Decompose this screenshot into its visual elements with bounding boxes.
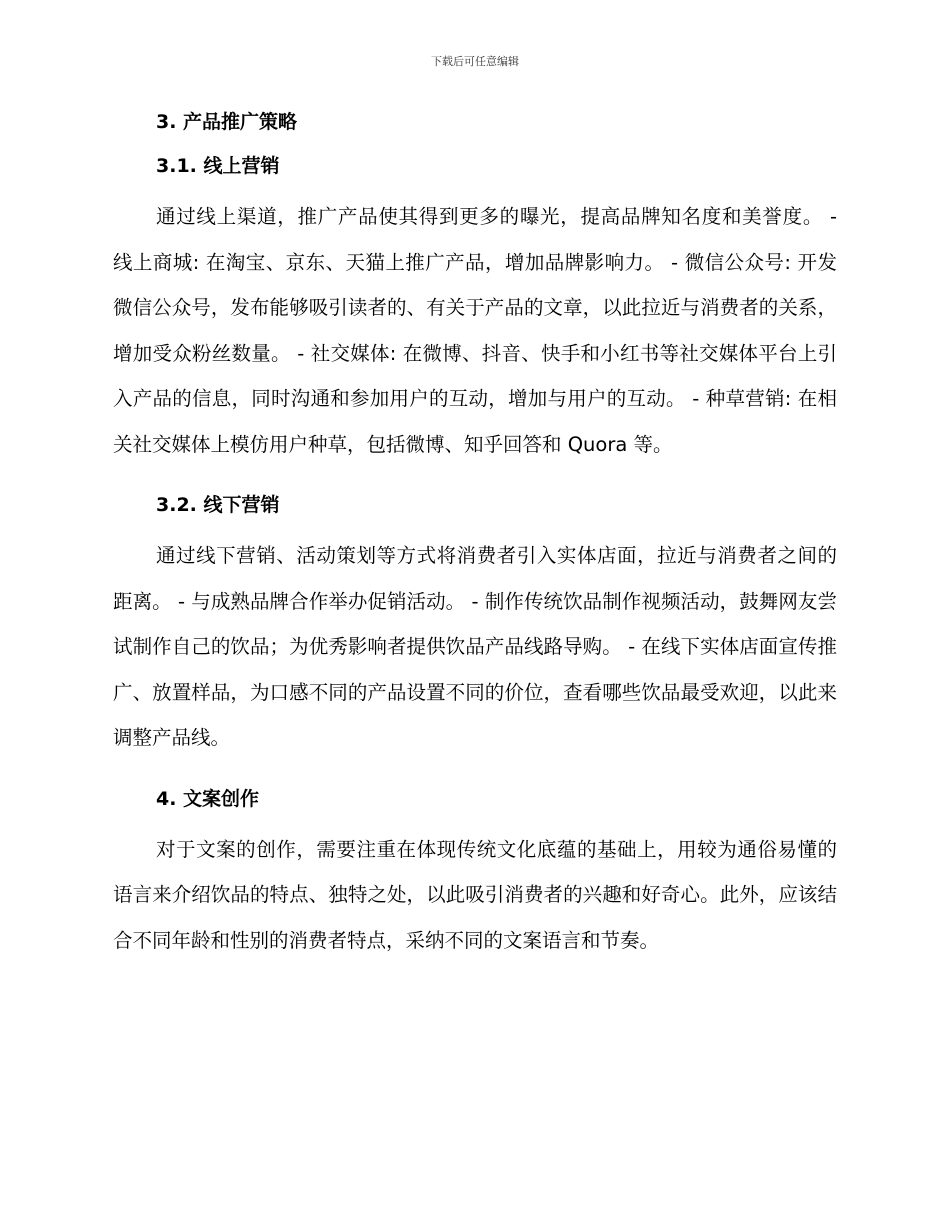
section-4-paragraph: 对于文案的创作，需要注重在体现传统文化底蕴的基础上，用较为通俗易懂的语言来介绍饮品的特点、独特之处，以此吸引消费者的兴趣和好奇心。此外，应该结合不同年龄和性别的消费者特点，采纳不同的文案语言和节奏。 xyxy=(113,837,837,952)
section-3-1-heading: 3.1. 线上营销 xyxy=(156,155,280,177)
section-3-2-paragraph: 通过线下营销、活动策划等方式将消费者引入实体店面，拉近与消费者之间的距离。 - 与成熟品牌合作举办促销活动。 - 制作传统饮品制作视频活动，鼓舞网友尝试制作自己的饮品；为优秀影响者提供饮品产品线路导购。 - 在线下实体店面宣传推广、放置样品，为口感不同的产品设置不同的价位，查看哪些饮品最受欢迎，以此来调整产品线。 xyxy=(113,544,837,749)
section-3-heading: 3. 产品推广策略 xyxy=(156,111,298,133)
section-4-heading: 4. 文案创作 xyxy=(156,787,260,810)
section-3-1-paragraph: 通过线上渠道，推广产品使其得到更多的曝光，提高品牌知名度和美誉度。 - 线上商城: 在淘宝、京东、天猫上推广产品，增加品牌影响力。 - 微信公众号: 开发微信公众号，发布能够吸引读者的、有关于产品的文章，以此拉近与消费者的关系，增加受众粉丝数量。 - 社交媒体: 在微博、抖音、快手和小红书等社交媒体平台上引入产品的信息，同时沟通和参加用户的互动，增加与用户的互动。 - 种草营销: 在相关社交媒体上模仿用户种草，包括微博、知乎回答和 Quora 等。 xyxy=(113,205,837,456)
page-header-note: 下载后可任意编辑 xyxy=(431,55,519,68)
section-3-2-heading: 3.2. 线下营销 xyxy=(156,494,280,516)
document-body xyxy=(113,108,837,963)
